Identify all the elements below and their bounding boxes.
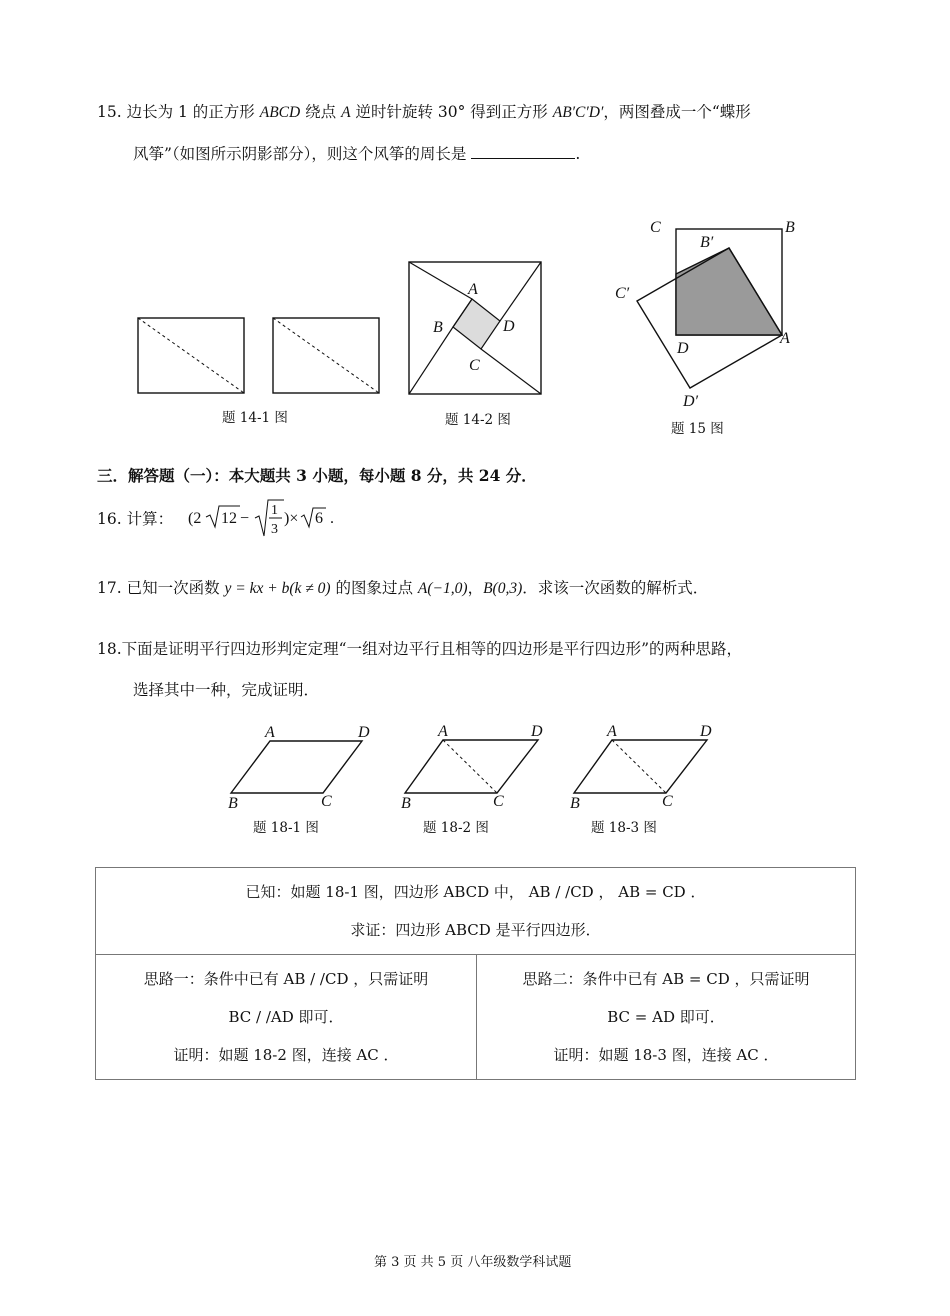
q15-number: 15.	[97, 103, 122, 121]
caption-18-1: 题 18-1 图	[253, 820, 319, 836]
q16-sqrt6: 6	[315, 510, 323, 527]
q16-end: .	[330, 510, 334, 527]
approach-one-line1: 思路一：条件中已有 AB / /CD ，只需证明	[143, 970, 429, 988]
q16	[97, 507, 173, 529]
q18-line2: 选择其中一种，完成证明．	[133, 681, 320, 699]
q15-line2-end: .	[575, 145, 581, 163]
figure-18-1	[225, 720, 375, 820]
caption-18-3: 题 18-3 图	[591, 820, 657, 836]
q17-sep: ，	[467, 579, 484, 597]
fig18-1-label-d: D	[358, 724, 370, 741]
fig18-2-label-a: A	[438, 723, 448, 740]
fig18-1-label-c: C	[321, 793, 332, 810]
fig15-label-b: B	[785, 219, 795, 236]
fig15-label-b-prime: B′	[700, 234, 714, 251]
q17-point-b: B(0,3)	[483, 580, 523, 597]
q16-minus: −	[240, 510, 250, 527]
q15-line2-text: 风筝”（如图所示阴影部分），则这个风筝的周长是	[133, 145, 467, 163]
fig15-label-c-prime: C′	[615, 285, 630, 302]
fig14-2-label-b: B	[433, 319, 443, 336]
q15-text-a: 边长为 1 的正方形	[126, 103, 260, 121]
approach-two-line1: 思路二：条件中已有 AB = CD ，只需证明	[522, 970, 810, 988]
q15-point-a: A	[341, 104, 351, 121]
fig15-label-d-prime: D′	[683, 393, 699, 410]
fig18-2-label-d: D	[531, 723, 543, 740]
q17-point-a: A(−1,0)	[417, 580, 468, 597]
fig15-label-d: D	[677, 340, 689, 357]
fig18-1-label-b: B	[228, 795, 238, 812]
q15-line1	[97, 100, 751, 122]
approach-one-cell	[96, 955, 477, 1080]
q17-text-a: 已知一次函数	[126, 579, 225, 597]
q16-expr-a: (2	[188, 510, 202, 527]
approach-one-line2: BC / /AD 即可．	[228, 1008, 344, 1026]
q17-text-b: 的图象过点	[330, 579, 418, 597]
fig18-3-label-c: C	[662, 793, 673, 810]
q17-number: 17.	[97, 579, 122, 597]
fig14-2-label-a: A	[468, 281, 478, 298]
fig18-2-label-c: C	[493, 793, 504, 810]
q17-text-c: ．求该一次函数的解析式．	[522, 579, 709, 597]
caption-18-2: 题 18-2 图	[423, 820, 489, 836]
approach-two-line3: 证明：如题 18-3 图，连接 AC ．	[553, 1046, 779, 1064]
q17-func: y = kx + b(k ≠ 0)	[224, 580, 331, 597]
fig18-3-label-a: A	[607, 723, 617, 740]
page-footer: 第 3 页 共 5 页 八年级数学科试题	[374, 1255, 572, 1270]
q18-number: 18.	[97, 640, 122, 658]
figure-14-2	[407, 260, 547, 400]
q16-sqrt12: 12	[221, 510, 237, 527]
answer-blank[interactable]	[471, 144, 575, 159]
q16-frac-den: 3	[271, 522, 278, 537]
proof-table	[95, 867, 856, 1080]
given-text: 已知：如题 18-1 图，四边形 ABCD 中， AB / /CD ， AB = CD ．	[245, 883, 706, 901]
figure-18-2	[400, 718, 550, 818]
fig14-2-label-c: C	[469, 357, 480, 374]
q16-expression	[188, 498, 338, 538]
q15-text-d: ，两图叠成一个“蝶形	[603, 103, 751, 121]
prove-text: 求证：四边形 ABCD 是平行四边形．	[350, 921, 601, 939]
given-cell	[96, 868, 856, 955]
approach-two-line2: BC = AD 即可．	[607, 1008, 725, 1026]
figure-18-3	[569, 718, 719, 818]
q16-expr-b: )×	[284, 510, 299, 527]
caption-15: 题 15 图	[671, 421, 724, 437]
fig15-label-c: C	[650, 219, 661, 236]
q15-abcd: ABCD	[259, 104, 301, 121]
q18-line1-text: 下面是证明平行四边形判定定理“一组对边平行且相等的四边形是平行四边形”的两种思路，	[121, 640, 743, 658]
approach-two-cell	[477, 955, 856, 1080]
figure-14-1	[136, 316, 386, 406]
caption-14-2: 题 14-2 图	[445, 412, 511, 428]
section-3-heading: 三．解答题（一）：本大题共 3 小题，每小题 8 分，共 24 分．	[97, 466, 537, 485]
q18-line1	[97, 637, 742, 659]
fig15-label-a: A	[780, 330, 790, 347]
caption-14-1: 题 14-1 图	[222, 410, 288, 426]
fig14-2-label-d: D	[503, 318, 515, 335]
q16-label: 计算：	[126, 510, 174, 528]
q16-number: 16.	[97, 510, 122, 528]
fig18-2-label-b: B	[401, 795, 411, 812]
figure-15	[610, 210, 820, 410]
q15-line2	[133, 142, 580, 164]
fig18-3-label-d: D	[700, 723, 712, 740]
approach-one-line3: 证明：如题 18-2 图，连接 AC ．	[173, 1046, 399, 1064]
q15-text-c: 逆时针旋转 30° 得到正方形	[350, 103, 553, 121]
fig18-3-label-b: B	[570, 795, 580, 812]
fig18-1-label-a: A	[265, 724, 275, 741]
q15-text-b: 绕点	[300, 103, 342, 121]
q15-abcd-prime: AB′C′D′	[552, 104, 604, 121]
q16-frac-num: 1	[271, 503, 278, 518]
q17	[97, 576, 708, 598]
